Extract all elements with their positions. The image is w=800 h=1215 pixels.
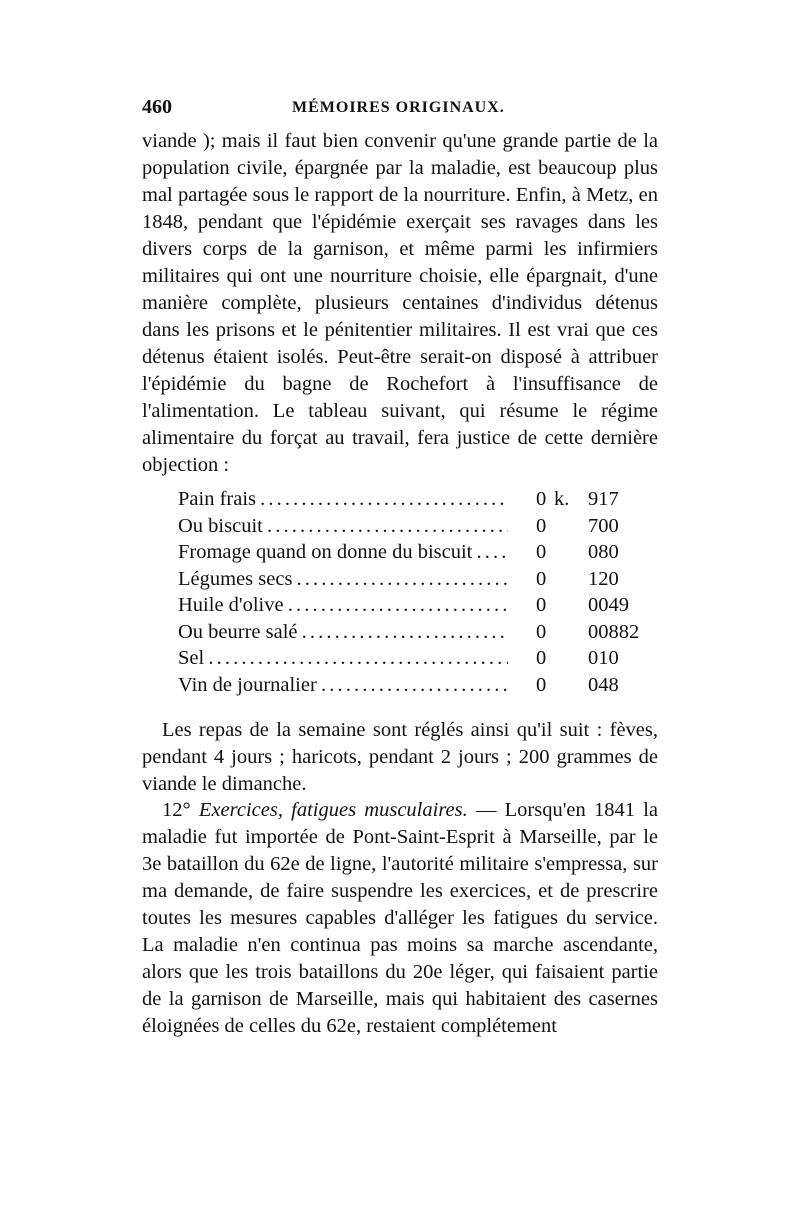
table-row [178,566,648,593]
ration-grams: 048 [588,673,619,696]
ration-grams: 120 [588,567,619,590]
ration-item: Ou beurre salé . . . [178,619,508,646]
ration-grams: 700 [588,514,619,537]
table-row [178,486,648,513]
ration-unit: k. [554,488,570,510]
ration-grams: 080 [588,541,619,563]
section-number: 12° [162,799,191,821]
section-text: — Lorsqu'en 1841 la maladie fut importée de Pont-Saint-Esprit à Marseille, par le 3e bataillon du 62e de ligne, l'autorité militaire s'empressa, sur ma demande, de faire suspendre les exercices, et de prescrire toutes les mesures capables d'alléger les fatigues du service. La maladie n'en continua pas moins sa marche ascendante, alors que les trois bataillons du 20e léger, qui faisaient partie de la garnison de Marseille, mais qui habitaient des casernes éloignées de celles du 62e, restaient complétement [142,799,658,1037]
ration-kilos: 0 [536,620,547,643]
ration-kilos: 0 [536,647,547,669]
ration-grams: 010 [588,647,619,669]
table-row [178,619,648,646]
ration-item: Pain frais . . . [178,486,508,513]
table-row [178,592,648,619]
ration-kilos: 0 [536,514,547,537]
ration-item: Huile d'olive . . . [178,592,508,619]
page-number: 460 [142,96,172,118]
ration-kilos: 0 [536,594,547,616]
body-paragraph-1: viande ); mais il faut bien convenir qu'une grande partie de la population civile, épargnée par la maladie, est beaucoup plus mal partagée sous le rapport de la nourriture. Enfin, à Metz, en 1848, pendant que l'épidémie exerçait ses ravages dans les divers corps de la garnison, et même parmi les infirmiers militaires qui ont une nourriture choisie, elle épargnait, d'une manière complète, plusieurs centaines d'individus détenus dans les prisons et le pénitentier militaires. Il est vrai que ces détenus étaient isolés. Peut-être serait-on disposé à attribuer l'épidémie du bagne de Rochefort à l'insuffisance de l'alimentation. Le tableau suivant, qui résume le régime alimentaire du forçat au travail, fera justice de cette dernière objection : [142,130,658,476]
table-row [178,539,648,566]
ration-kilos: 0 [536,673,547,696]
table-row [178,672,648,699]
body-paragraph-2: Les repas de la semaine sont réglés ainsi qu'il suit : fèves, pendant 4 jours ; haricots, pendant 2 jours ; 200 grammes de viande le dimanche. [142,719,658,795]
ration-item: Légumes secs . . . [178,566,508,593]
ration-kilos: 0 [536,488,547,510]
table-row [178,645,648,672]
ration-table [178,486,648,698]
ration-item: Ou biscuit . . . [178,513,508,540]
ration-grams: 917 [588,488,619,510]
table-row [178,513,648,540]
ration-grams: 0049 [588,594,629,616]
running-head: MÉMOIRES ORIGINAUX. [292,99,505,116]
ration-grams: 00882 [588,620,640,643]
ration-item: Sel . . . [178,645,508,672]
ration-kilos: 0 [536,541,547,563]
ration-item: Fromage quand on donne du biscuit . . . [178,539,508,566]
body-paragraph-3 [142,797,658,1040]
section-title: Exercices, fatigues musculaires. [198,799,468,821]
ration-kilos: 0 [536,567,547,590]
ration-item: Vin de journalier . . . [178,672,508,699]
page-header [142,96,662,122]
